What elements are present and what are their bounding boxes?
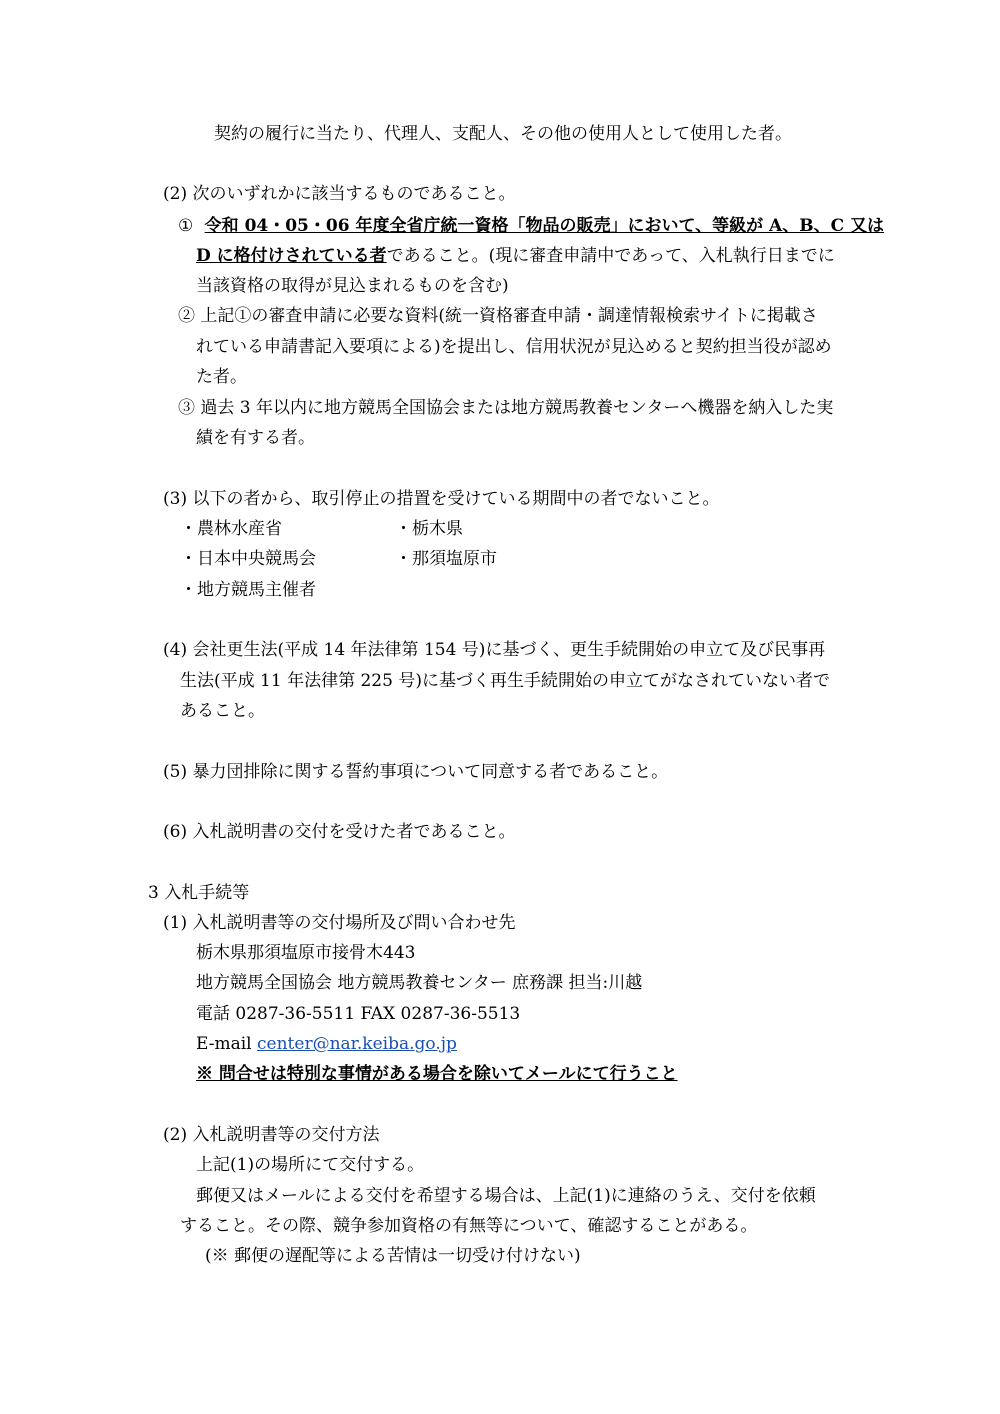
procedure-2-line-c: すること。その際、競争参加資格の有無等について、確認することがある。 (180, 1216, 758, 1236)
procedure-2-line-d: (※ 郵便の遅配等による苦情は一切受け付けない) (205, 1246, 581, 1266)
item-1-line-a (178, 216, 884, 236)
item-1-bold-b: D に格付けされている者 (196, 246, 387, 266)
continuation-line: 契約の履行に当たり、代理人、支配人、その他の使用人として使用した者。 (214, 124, 792, 144)
item-1-rest-b: であること。(現に審査申請中であって、入札執行日までに (386, 246, 835, 266)
section-4-line-c: あること。 (180, 701, 265, 721)
list-item-jra: ・日本中央競馬会 (180, 549, 316, 569)
contact-organization: 地方競馬全国協会 地方競馬教養センター 庶務課 担当:川越 (196, 973, 643, 993)
item-1-line-b (196, 246, 835, 266)
section-6: (6) 入札説明書の交付を受けた者であること。 (163, 822, 516, 842)
item-3-line-b: 績を有する者。 (196, 428, 315, 448)
list-item-maff: ・農林水産省 (180, 519, 282, 539)
procedure-2-line-b: 郵便又はメールによる交付を希望する場合は、上記(1)に連絡のうえ、交付を依頼 (196, 1186, 816, 1206)
section-5: (5) 暴力団排除に関する誓約事項について同意する者であること。 (163, 762, 669, 782)
section-4-line-a: (4) 会社更生法(平成 14 年法律第 154 号)に基づく、更生手続開始の申立て及び民事再 (163, 640, 826, 660)
item-2-line-c: た者。 (196, 367, 247, 387)
item-3-line-a: ③ 過去 3 年以内に地方競馬全国協会または地方競馬教養センターへ機器を納入した実 (178, 398, 834, 418)
item-1-line-c: 当該資格の取得が見込まれるものを含む) (196, 276, 509, 296)
item-1-number: ① (178, 216, 194, 236)
contact-email-line (196, 1034, 457, 1054)
contact-address: 栃木県那須塩原市接骨木443 (196, 943, 416, 963)
item-1-bold-a: 令和 04・05・06 年度全省庁統一資格「物品の販売」において、等級が A、B、C 又は (204, 216, 885, 236)
email-label: E-mail (196, 1034, 258, 1054)
procedure-2-heading: (2) 入札説明書等の交付方法 (163, 1125, 380, 1145)
section-4-line-b: 生法(平成 11 年法律第 225 号)に基づく再生手続開始の申立てがなされていない者で (180, 671, 830, 691)
contact-phone-fax: 電話 0287-36-5511 FAX 0287-36-5513 (196, 1004, 521, 1024)
item-2-line-b: れている申請書記入要項による)を提出し、信用状況が見込めると契約担当役が認め (196, 337, 832, 357)
list-item-local-racing: ・地方競馬主催者 (180, 580, 316, 600)
procedure-2-line-a: 上記(1)の場所にて交付する。 (196, 1155, 425, 1175)
list-item-tochigi: ・栃木県 (395, 519, 463, 539)
list-item-nasushiobara: ・那須塩原市 (395, 549, 497, 569)
section-3-heading: (3) 以下の者から、取引停止の措置を受けている期間中の者でないこと。 (163, 489, 720, 509)
contact-note: ※ 問合せは特別な事情がある場合を除いてメールにて行うこと (196, 1064, 678, 1084)
procedure-1-heading: (1) 入札説明書等の交付場所及び問い合わせ先 (163, 913, 516, 933)
item-2-line-a: ② 上記①の審査申請に必要な資料(統一資格審査申請・調達情報検索サイトに掲載さ (178, 306, 818, 326)
chapter-3-heading: 3 入札手続等 (148, 883, 250, 903)
section-2-heading: (2) 次のいずれかに該当するものであること。 (163, 184, 516, 204)
email-link[interactable]: center@nar.keiba.go.jp (257, 1034, 457, 1054)
